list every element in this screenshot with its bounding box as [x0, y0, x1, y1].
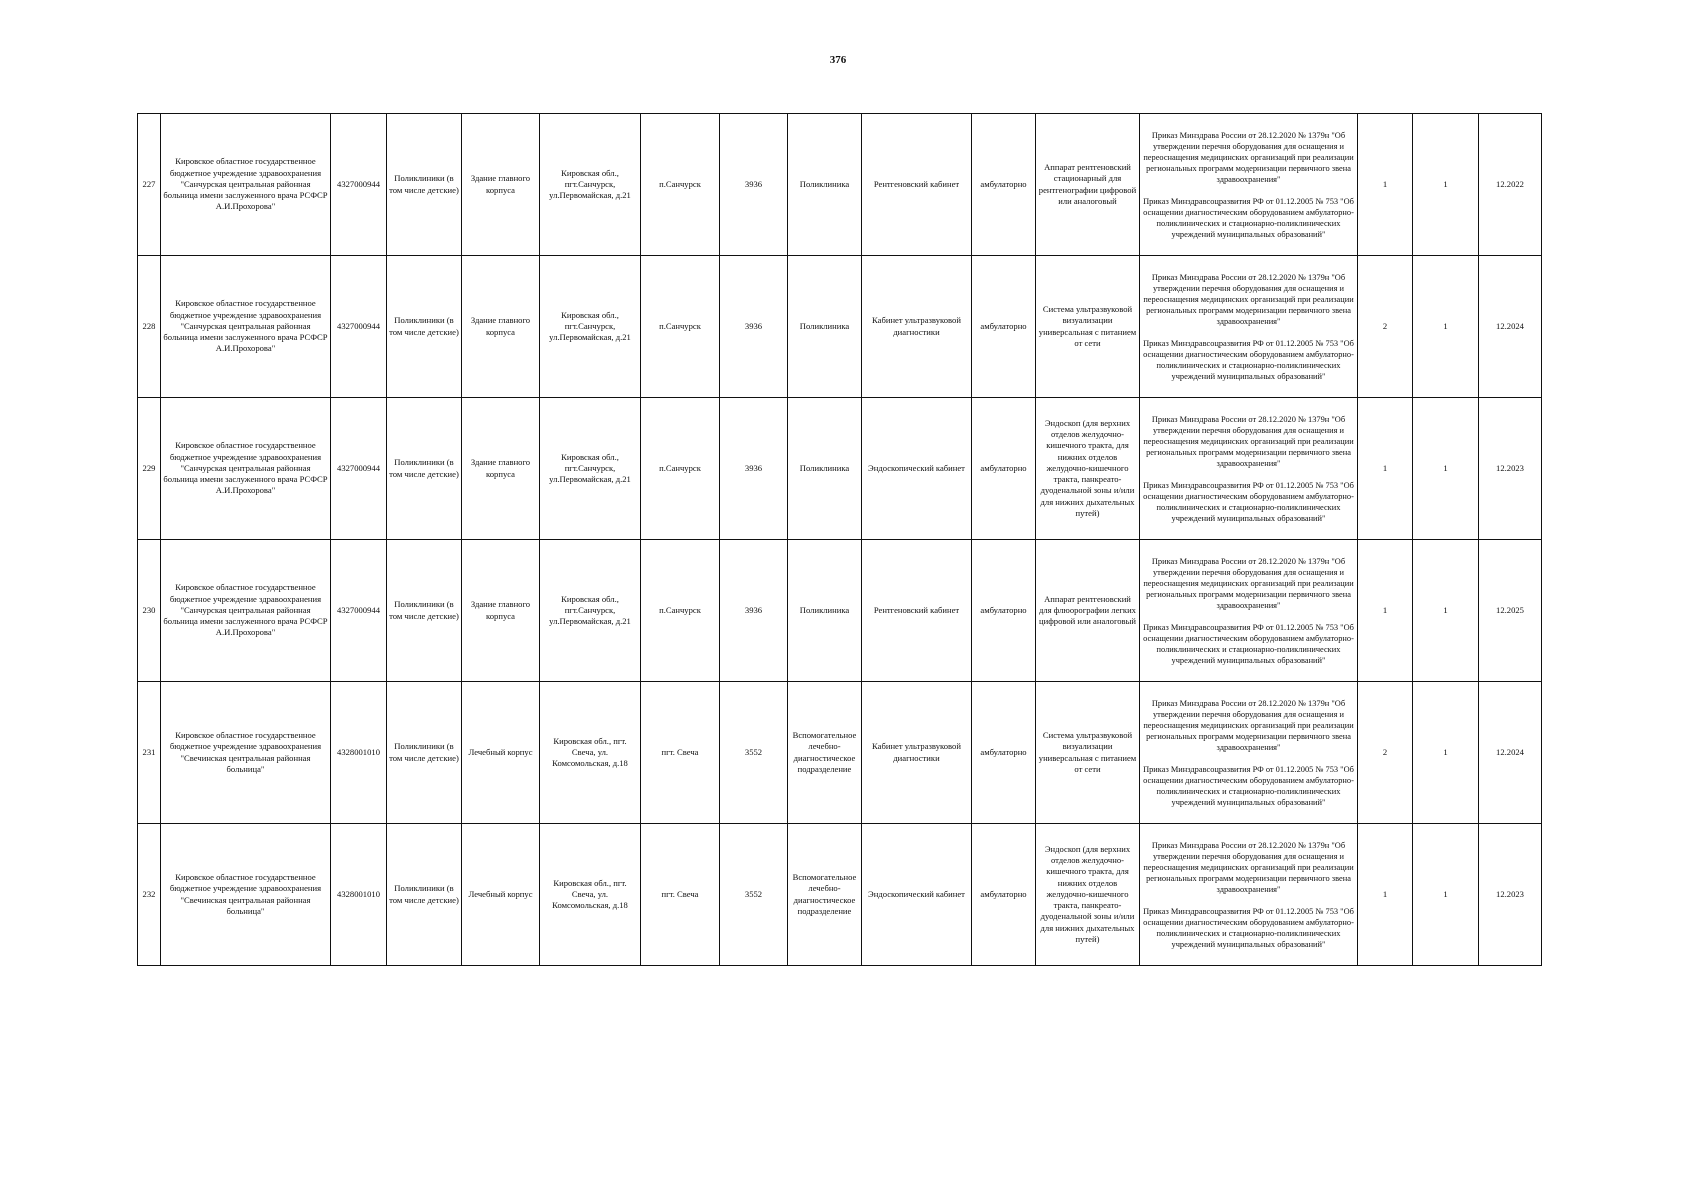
organization-name-cell: Кировское областное государственное бюджетное учреждение здравоохранения "Свечинская центральная районная больница": [161, 682, 331, 824]
settlement-cell: пгт. Свеча: [641, 682, 720, 824]
row-number-cell: 230: [138, 540, 161, 682]
address-cell: Кировская обл., пгт.Санчурск, ул.Первомайская, д.21: [540, 540, 641, 682]
quantity-required-cell: 1: [1358, 398, 1413, 540]
legal-basis-cell: [1140, 114, 1358, 256]
legal-order-2: Приказ Минздравсоцразвития РФ от 01.12.2005 № 753 "Об оснащении диагностическим оборудованием амбулаторно-поликлинических и стационарно-поликлинических учреждений муниципальных образований": [1143, 906, 1354, 949]
room-cell: Эндоскопический кабинет: [862, 398, 972, 540]
department-cell: Вспомогательное лечебно-диагностическое подразделение: [788, 824, 862, 966]
room-cell: Кабинет ультразвуковой диагностики: [862, 682, 972, 824]
row-number-cell: 227: [138, 114, 161, 256]
legal-basis-cell: [1140, 398, 1358, 540]
population-cell: 3936: [720, 256, 788, 398]
equipment-table: [137, 113, 1542, 966]
settlement-cell: п.Санчурск: [641, 540, 720, 682]
legal-order-1: Приказ Минздрава России от 28.12.2020 № 1379н "Об утверждении перечня оборудования для оснащения и переоснащения медицинских организаций при реализации региональных программ модернизации первичного звена здравоохранения": [1143, 414, 1354, 468]
facility-type-cell: Поликлиники (в том числе детские): [387, 398, 462, 540]
address-cell: Кировская обл., пгт. Свеча, ул. Комсомольская, д.18: [540, 824, 641, 966]
quantity-required-cell: 1: [1358, 824, 1413, 966]
legal-order-2: Приказ Минздравсоцразвития РФ от 01.12.2005 № 753 "Об оснащении диагностическим оборудованием амбулаторно-поликлинических и стационарно-поликлинических учреждений муниципальных образований": [1143, 622, 1354, 665]
population-cell: 3936: [720, 540, 788, 682]
settlement-cell: п.Санчурск: [641, 256, 720, 398]
organization-name-cell: Кировское областное государственное бюджетное учреждение здравоохранения "Свечинская центральная районная больница": [161, 824, 331, 966]
equipment-cell: Система ультразвуковой визуализации универсальная с питанием от сети: [1036, 682, 1140, 824]
row-number-cell: 228: [138, 256, 161, 398]
legal-order-1: Приказ Минздрава России от 28.12.2020 № 1379н "Об утверждении перечня оборудования для оснащения и переоснащения медицинских организаций при реализации региональных программ модернизации первичного звена здравоохранения": [1143, 698, 1354, 752]
legal-basis-cell: [1140, 256, 1358, 398]
room-cell: Эндоскопический кабинет: [862, 824, 972, 966]
page-number: 376: [829, 54, 847, 66]
facility-type-cell: Поликлиники (в том числе детские): [387, 540, 462, 682]
organization-name-cell: Кировское областное государственное бюджетное учреждение здравоохранения "Санчурская центральная районная больница имени заслуженного врача РСФСР А.И.Прохорова": [161, 540, 331, 682]
legal-order-1: Приказ Минздрава России от 28.12.2020 № 1379н "Об утверждении перечня оборудования для оснащения и переоснащения медицинских организаций при реализации региональных программ модернизации первичного звена здравоохранения": [1143, 556, 1354, 610]
care-mode-cell: амбулаторно: [972, 540, 1036, 682]
building-cell: Лечебный корпус: [462, 682, 540, 824]
building-cell: Лечебный корпус: [462, 824, 540, 966]
legal-order-1: Приказ Минздрава России от 28.12.2020 № 1379н "Об утверждении перечня оборудования для оснащения и переоснащения медицинских организаций при реализации региональных программ модернизации первичного звена здравоохранения": [1143, 130, 1354, 184]
legal-order-1: Приказ Минздрава России от 28.12.2020 № 1379н "Об утверждении перечня оборудования для оснащения и переоснащения медицинских организаций при реализации региональных программ модернизации первичного звена здравоохранения": [1143, 840, 1354, 894]
delivery-date-cell: 12.2025: [1479, 540, 1542, 682]
equipment-cell: Система ультразвуковой визуализации универсальная с питанием от сети: [1036, 256, 1140, 398]
table-row: [138, 256, 1542, 398]
delivery-date-cell: 12.2023: [1479, 398, 1542, 540]
room-cell: Рентгеновский кабинет: [862, 540, 972, 682]
delivery-date-cell: 12.2024: [1479, 682, 1542, 824]
care-mode-cell: амбулаторно: [972, 114, 1036, 256]
legal-basis-cell: [1140, 540, 1358, 682]
address-cell: Кировская обл., пгт. Свеча, ул. Комсомольская, д.18: [540, 682, 641, 824]
care-mode-cell: амбулаторно: [972, 682, 1036, 824]
legal-basis-cell: [1140, 824, 1358, 966]
legal-order-2: Приказ Минздравсоцразвития РФ от 01.12.2005 № 753 "Об оснащении диагностическим оборудованием амбулаторно-поликлинических и стационарно-поликлинических учреждений муниципальных образований": [1143, 480, 1354, 523]
building-cell: Здание главного корпуса: [462, 398, 540, 540]
table-row: [138, 114, 1542, 256]
table-row: [138, 824, 1542, 966]
population-cell: 3552: [720, 682, 788, 824]
quantity-planned-cell: 1: [1413, 398, 1479, 540]
delivery-date-cell: 12.2023: [1479, 824, 1542, 966]
population-cell: 3936: [720, 398, 788, 540]
inn-code-cell: 4328001010: [331, 682, 387, 824]
legal-basis-cell: [1140, 682, 1358, 824]
room-cell: Рентгеновский кабинет: [862, 114, 972, 256]
settlement-cell: п.Санчурск: [641, 398, 720, 540]
quantity-required-cell: 1: [1358, 540, 1413, 682]
inn-code-cell: 4328001010: [331, 824, 387, 966]
legal-order-2: Приказ Минздравсоцразвития РФ от 01.12.2005 № 753 "Об оснащении диагностическим оборудованием амбулаторно-поликлинических и стационарно-поликлинических учреждений муниципальных образований": [1143, 764, 1354, 807]
population-cell: 3552: [720, 824, 788, 966]
quantity-planned-cell: 1: [1413, 682, 1479, 824]
building-cell: Здание главного корпуса: [462, 540, 540, 682]
building-cell: Здание главного корпуса: [462, 256, 540, 398]
quantity-planned-cell: 1: [1413, 540, 1479, 682]
care-mode-cell: амбулаторно: [972, 824, 1036, 966]
building-cell: Здание главного корпуса: [462, 114, 540, 256]
quantity-required-cell: 2: [1358, 256, 1413, 398]
organization-name-cell: Кировское областное государственное бюджетное учреждение здравоохранения "Санчурская центральная районная больница имени заслуженного врача РСФСР А.И.Прохорова": [161, 398, 331, 540]
quantity-planned-cell: 1: [1413, 114, 1479, 256]
department-cell: Поликлиника: [788, 540, 862, 682]
quantity-planned-cell: 1: [1413, 824, 1479, 966]
organization-name-cell: Кировское областное государственное бюджетное учреждение здравоохранения "Санчурская центральная районная больница имени заслуженного врача РСФСР А.И.Прохорова": [161, 114, 331, 256]
room-cell: Кабинет ультразвуковой диагностики: [862, 256, 972, 398]
care-mode-cell: амбулаторно: [972, 398, 1036, 540]
facility-type-cell: Поликлиники (в том числе детские): [387, 114, 462, 256]
row-number-cell: 231: [138, 682, 161, 824]
table-row: [138, 540, 1542, 682]
address-cell: Кировская обл., пгт.Санчурск, ул.Первомайская, д.21: [540, 256, 641, 398]
department-cell: Поликлиника: [788, 114, 862, 256]
legal-order-1: Приказ Минздрава России от 28.12.2020 № 1379н "Об утверждении перечня оборудования для оснащения и переоснащения медицинских организаций при реализации региональных программ модернизации первичного звена здравоохранения": [1143, 272, 1354, 326]
quantity-required-cell: 1: [1358, 114, 1413, 256]
legal-order-2: Приказ Минздравсоцразвития РФ от 01.12.2005 № 753 "Об оснащении диагностическим оборудованием амбулаторно-поликлинических и стационарно-поликлинических учреждений муниципальных образований": [1143, 196, 1354, 239]
department-cell: Вспомогательное лечебно-диагностическое подразделение: [788, 682, 862, 824]
population-cell: 3936: [720, 114, 788, 256]
department-cell: Поликлиника: [788, 398, 862, 540]
inn-code-cell: 4327000944: [331, 256, 387, 398]
facility-type-cell: Поликлиники (в том числе детские): [387, 256, 462, 398]
address-cell: Кировская обл., пгт.Санчурск, ул.Первомайская, д.21: [540, 398, 641, 540]
delivery-date-cell: 12.2022: [1479, 114, 1542, 256]
facility-type-cell: Поликлиники (в том числе детские): [387, 824, 462, 966]
table-row: [138, 398, 1542, 540]
department-cell: Поликлиника: [788, 256, 862, 398]
settlement-cell: пгт. Свеча: [641, 824, 720, 966]
organization-name-cell: Кировское областное государственное бюджетное учреждение здравоохранения "Санчурская центральная районная больница имени заслуженного врача РСФСР А.И.Прохорова": [161, 256, 331, 398]
table-row: [138, 682, 1542, 824]
equipment-cell: Аппарат рентгеновский для флюорографии легких цифровой или аналоговый: [1036, 540, 1140, 682]
row-number-cell: 229: [138, 398, 161, 540]
quantity-required-cell: 2: [1358, 682, 1413, 824]
inn-code-cell: 4327000944: [331, 540, 387, 682]
address-cell: Кировская обл., пгт.Санчурск, ул.Первомайская, д.21: [540, 114, 641, 256]
settlement-cell: п.Санчурск: [641, 114, 720, 256]
quantity-planned-cell: 1: [1413, 256, 1479, 398]
inn-code-cell: 4327000944: [331, 114, 387, 256]
care-mode-cell: амбулаторно: [972, 256, 1036, 398]
equipment-cell: Эндоскоп (для верхних отделов желудочно-кишечного тракта, для нижних отделов желудочно-кишечного тракта, панкреато-дуоденальной зоны и/или для нижних дыхательных путей): [1036, 398, 1140, 540]
equipment-cell: Аппарат рентгеновский стационарный для рентгенографии цифровой или аналоговый: [1036, 114, 1140, 256]
facility-type-cell: Поликлиники (в том числе детские): [387, 682, 462, 824]
legal-order-2: Приказ Минздравсоцразвития РФ от 01.12.2005 № 753 "Об оснащении диагностическим оборудованием амбулаторно-поликлинических и стационарно-поликлинических учреждений муниципальных образований": [1143, 338, 1354, 381]
inn-code-cell: 4327000944: [331, 398, 387, 540]
row-number-cell: 232: [138, 824, 161, 966]
delivery-date-cell: 12.2024: [1479, 256, 1542, 398]
equipment-cell: Эндоскоп (для верхних отделов желудочно-кишечного тракта, для нижних отделов желудочно-кишечного тракта, панкреато-дуоденальной зоны и/или для нижних дыхательных путей): [1036, 824, 1140, 966]
